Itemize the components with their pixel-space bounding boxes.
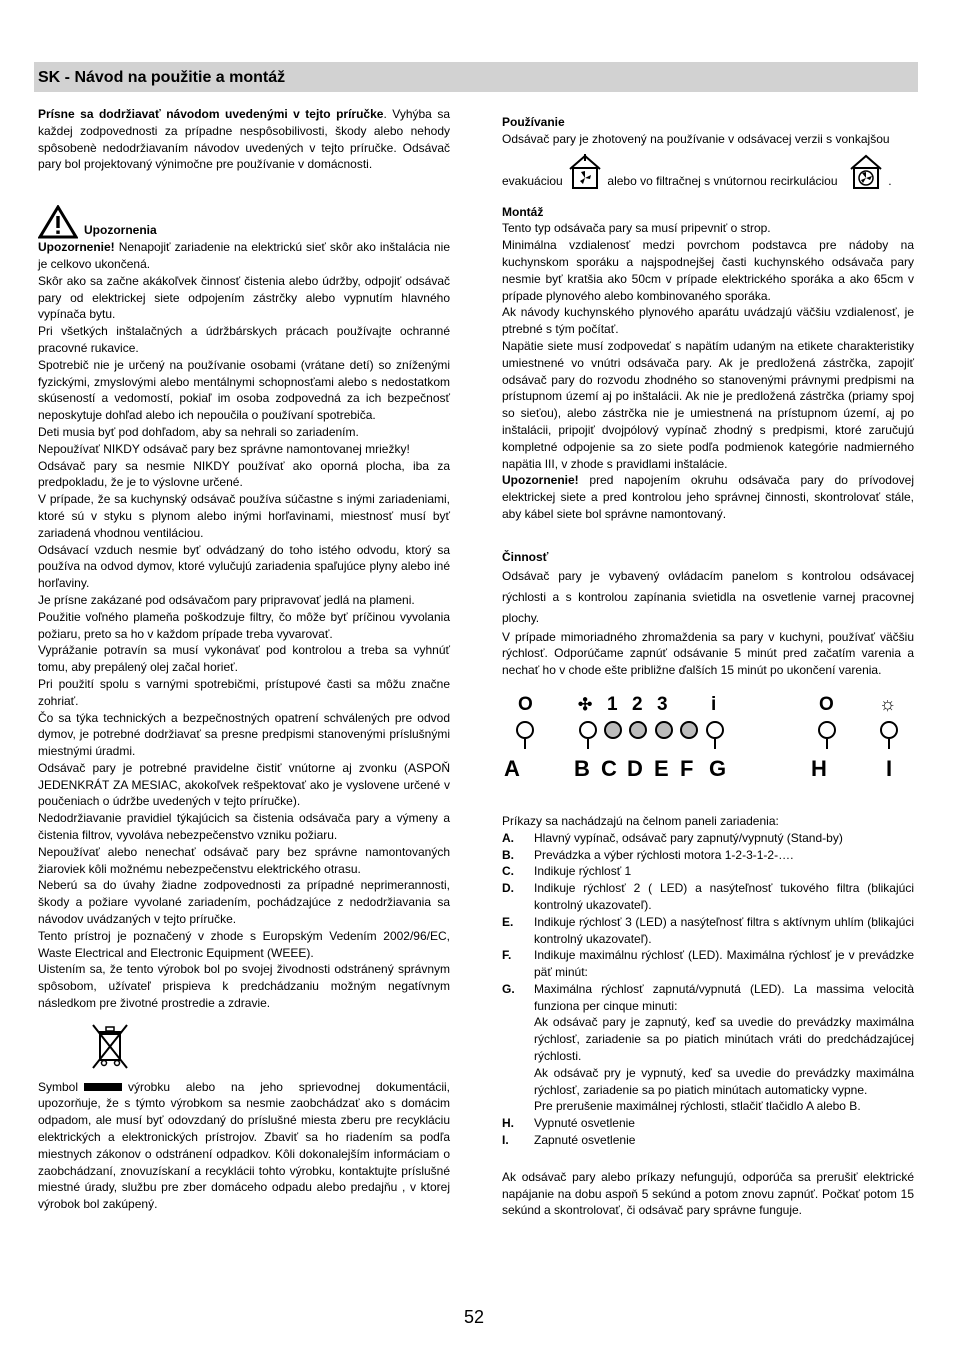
warning-paragraph: Skôr ako sa začne akákoľvek činnosť čistenia alebo údržby, odpojiť odsávač pary od elektrickej siete odpojením zástrčky alebo vypnutím hlavného vypínača bytu. — [38, 273, 450, 322]
warning-paragraph: Odsávač pary je potrebné pravidelne čistiť vnútorne aj zvonku (ASPOŇ JEDENKRÁT ZA MESIAC, akokoľvek rešpektovať ako je vyslovene určené v poučeniach o údržbe uvedených v tejto príručke). — [38, 760, 450, 809]
led-d — [629, 721, 647, 739]
warning-paragraph: Nepoužívať NIKDY odsávač pary bez správne namontovanej mriežky! — [38, 441, 410, 456]
control-panel-diagram — [502, 693, 914, 793]
list-item: E. Indikuje rýchlosť 3 (LED) a nasýteľnosť filtra s aktívnym uhlím (blikajúci kontrolný ukazovateľ). — [502, 914, 914, 946]
power-symbol: O — [518, 693, 533, 715]
light-on-icon: ☼ — [879, 693, 897, 715]
warning-paragraph: Spotrebič nie je určený na používanie osobami (vrátane detí) so zníženými fyzickými, zmyslovými alebo mentálnymi schopnosťami alebo s nedostatkom skúseností a vedomostí, pokiaľ im osoba zodpovedná za ich bezpečnosť neposkytuje dohľad alebo ich nepoučila o používaní spotrebiča. — [38, 357, 450, 423]
page-title: SK - Návod na použitie a montáž — [38, 69, 286, 86]
fan-icon: ✣ — [578, 694, 593, 714]
led-c — [604, 721, 622, 739]
list-item: D. Indikuje rýchlosť 2 ( LED) a nasýteľnosť tukového filtra (blikajúci kontrolný ukazovateľ). — [502, 881, 914, 912]
list-item: I. Zapnuté osvetlenie — [502, 1133, 636, 1148]
list-item-sub: Ak odsávač pary je zapnutý, keď sa uvedie do prevádzky maximálna rýchlosť, zariadenie sa po piatich minútach vráti do predchádzajúcej rýchlosti. — [534, 1015, 914, 1064]
led-f — [680, 721, 698, 739]
crossed-bin-icon — [90, 1022, 130, 1070]
warning-paragraph: Pri všetkých inštalačných a údržbárskych prácach používajte ochranné pracovné rukavice. — [38, 324, 450, 355]
weee-paragraph: Symbol výrobku alebo na jeho sprievodnej dokumentácii, upozorňuje, že s týmto výrobkom sa nesmie zaobchádzať ako s domácim odpadom, ale musí byť odovzdaný do príslušné miesta zberu pre recykláciu elektrických a elektronických prístrojov. Zbaviť sa ho riadením sa podľa miestnych zákonov o odstránení odpadkov. Kôli dokonalejším informáciam o zaobchádzaní, znovuzískaní a recyklácii tohto výrobku, kontaktujte príslušné miestné úrady, službu pre zber domáceho odpadu alebo predajňu , v ktorej výrobok bol zakúpený. — [38, 1079, 450, 1212]
list-item: G. Maximálna rýchlosť zapnutá/vypnutá (LED). La massima velocità funziona per cinque minuti: — [502, 981, 914, 1013]
warning-paragraph: Použitie voľného plameňa poškodzuje filtry, čo môže byť príčinou vyvolania požiaru, preto sa ho v každom prípade treba vyvarovať. — [38, 609, 450, 641]
warnings-heading-row — [38, 205, 450, 239]
warning-paragraph: Nepoužívať alebo nenechať odsávač pary bez správne namontovaných žiaroviek kôli možnému nebezpečenstvu elektrického otrasu. — [38, 844, 450, 876]
section-header — [34, 62, 918, 92]
black-bar-symbol — [84, 1083, 122, 1091]
warning-paragraph: Tento prístroj je poznačený v zhode s Europským Vedením 2002/96/EC, Waste Electrical and Electronic Equipment (WEEE). — [38, 928, 450, 960]
label-c: C — [601, 755, 617, 781]
label-e: E — [654, 755, 669, 781]
label-h: H — [811, 755, 827, 781]
led-e — [655, 721, 673, 739]
exhaust-mode-icon — [566, 152, 604, 190]
mount-warning: Upozornenie! pred napojením okruhu odsávača pary do prívodovej elektrickej siete a pred kontrolou jeho správnej činnosti, skontrolovať stále, aby kábel siete bol správne namontovaný. — [502, 473, 914, 521]
warning-paragraph: Nedodržiavanie pravidiel týkajúcich sa čistenia odsávača pary a výmeny a čistenia filtrov, vyvoláva nebezpečenstvo vzniku požiaru. — [38, 811, 450, 843]
list-item: H. Vypnuté osvetlenie — [502, 1116, 635, 1131]
label-b: B — [574, 755, 590, 781]
right-column — [502, 114, 914, 1219]
mount-heading: Montáž — [502, 204, 544, 219]
controls-list — [502, 830, 914, 1149]
list-item: C. Indikuje rýchlosť 1 — [502, 864, 632, 879]
recirculation-mode-icon — [847, 152, 885, 190]
intro-paragraph: Prísne sa dodržiavať návodom uvedenými v tejto príručke. Vyhýba sa každej zodpovednosti za prípadne nespôsobilivosti, škody alebo nehody spôsobenè nedodržiavaním návodov uvedených v tejto príručke. Odsávač pary bol projektovaný výnimočne pre používanie v domácnosti. — [38, 107, 450, 172]
left-column — [38, 106, 450, 1213]
mount-paragraph: Tento typ odsávača pary sa musí pripevniť o strop. — [502, 221, 771, 236]
activity-paragraph: Odsávač pary je vybavený ovládacím panelom s kontrolou odsávacej rýchlosti a s kontrolou zapínania svietidla na osvetlenie varnej pracovnej plochy. — [502, 568, 914, 625]
warning-paragraph: Čo sa týka technických a bezpečnostných opatrení schválených pre odvod dymov, je potrebné dodržiavať sa presne predpismi stanovenými príslušnými miestnými úradmi. — [38, 710, 450, 759]
mount-paragraph: Napätie siete musí zodpovedať s napätím udaným na etikete charakteristiky umiestnené vo vnútri odsávača pary. Ak je predložená zástrčka, zapojiť odsávač pary do rozvodu zhodného so stanovenými právnymi predpismi na prístupnom území aj po inštalácii. Ak nie je predložená zástrčka (priamy spoj so sieťou), alebo zástrčka nie je umiestnená na prístupnom území, aj po inštalácii, pripojiť dvojpólový vypínač zhodný s predpismi, ktoré zaručujú kompletné odpojenie sa zo siete podľa podmienok kategórie nadmierného napätia III, v zhode s pravidlami inštalácie. — [502, 338, 914, 471]
panel-intro: Príkazy sa nachádzajú na čelnom paneli zariadenia: — [502, 813, 779, 828]
label-a: A — [504, 755, 520, 781]
warning-paragraph: Vyprážanie potravín sa musí vykonávať pod kontrolou a treba sa vyhnúť tomu, aby prepálený olej začal horieť. — [38, 643, 450, 675]
warning-paragraph: Neberú sa do úvahy žiadne zodpovednosti za prípadné neprimerannosti, škody a požiare vyvolané zariadením, pochádzajúce z nedodržiavania sa návodov uvádzaných v tejto príručke. — [38, 878, 450, 927]
label-g: G — [709, 755, 727, 781]
warning-paragraph: Pri použití spolu s varnými spotrebičmi, prístupové časti sa môžu značne zohriať. — [38, 676, 450, 708]
warning-paragraph: Je prísne zakázané pod odsávačom pary pripravovať jedlá na plameni. — [38, 592, 415, 607]
warning-paragraph: V prípade, že sa kuchynský odsávač používa súčastne s inými zariadeniami, ktoré sú v styku s plynom alebo inými horľavinami, miestnosť musí byť zariadená vhodnou ventiláciou. — [38, 492, 450, 540]
warning-paragraph: Deti musia byť pod dohľadom, aby sa nehrali so zariadením. — [38, 424, 359, 439]
button-a[interactable] — [516, 721, 534, 739]
use-text: Odsávač pary je zhotovený na používanie v odsávacej verzii s vonkajšou — [502, 131, 890, 146]
list-item: A. Hlavný vypínač, odsávač pary zapnutý/vypnutý (Stand-by) — [502, 830, 843, 845]
label-i: I — [886, 755, 893, 781]
mount-paragraph: Ak návody kuchynského plynového aparátu uvádzajú väčšiu vzdialenosť, je ptrebné s tým počítať. — [502, 305, 914, 337]
label-d: D — [627, 755, 643, 781]
list-item: B. Prevádzka a výber rýchlosti motora 1-2-3-1-2-…. — [502, 847, 794, 862]
warning-paragraph: Uistením sa, že tento výrobok bol po svojej živodnosti odstránený správnym spôsobom, užívateľ prispieva k predchádzaniu možným negatívnym následkom pre životné prostredie a zdravie. — [38, 962, 450, 1011]
warning-paragraph: Odsávač pary sa nesmie NIKDY používať ako oporná plocha, iba za predpokladu, že je to výslovne určené. — [38, 458, 450, 490]
intensive-symbol: i — [711, 693, 717, 715]
speed-2-symbol: 2 — [632, 693, 643, 715]
warning-paragraph: Odsávací vzduch nesmie byť odvádzaný do toho istého odvodu, ktorý sa používa na odvod dymov, ktoré vylučujú zariadenia spaľujúce plyny alebo iné horľaviny. — [38, 542, 450, 591]
warning-first: Upozornenie! Nenapojiť zariadenie na elektrickú sieť skôr ako inštalácia nie je celkovo ukončená. — [38, 240, 450, 271]
use-heading: Používanie — [502, 115, 565, 129]
button-i[interactable] — [880, 721, 898, 739]
activity-paragraph: V prípade mimoriadného zhromaždenia sa pary v kuchyni, používať väčšiu rýchlosť. Odporúčame zapnúť odsávanie 5 minút pred začatím varenia a nechať ho v chode ešte približne ďalších 15 minút po ukončení varenia. — [502, 629, 914, 678]
speed-3-symbol: 3 — [657, 693, 668, 715]
list-item: F. Indikuje maximálnu rýchlosť (LED). Maximálna rýchlosť je v prevádzke päť minút: — [502, 948, 914, 980]
button-b[interactable] — [579, 721, 597, 739]
closing-paragraph: Ak odsávač pary alebo príkazy nefungujú, odporúča sa prerušiť elektrické napájanie na dobu aspoň 5 sekúnd a potom znovu zapnúť. Počkať potom 15 sekúnd a skontrolovať, či odsávač pary správne funguje. — [502, 1169, 914, 1218]
warnings-heading: Upozornenia — [84, 223, 157, 238]
mount-paragraph: Minimálna vzdialenosť medzi povrchom podstavca pre nádoby na kuchynskom sporáku a najspodnejšej časti kuchynského odsávača pary nesmie byť kratšia ako 50cm v prípade elektrického sporáka a ako 65cm v prípade plynového alebo kombinovaného sporáka. — [502, 238, 914, 303]
speed-1-symbol: 1 — [607, 693, 618, 715]
warning-icon — [38, 205, 78, 239]
list-item-sub: Ak odsávač pry je vypnutý, keď sa uvedie do prevádzky maximálna rýchlosť, zariadenie sa po piatich minútach automaticky vypne. — [534, 1065, 914, 1097]
light-off-symbol: O — [819, 693, 834, 715]
page-number: 52 — [464, 1307, 485, 1327]
use-text-icons: evakuáciou alebo vo filtračnej s vnútornou recirkuláciou . — [502, 152, 914, 190]
activity-heading: Činnosť — [502, 549, 549, 564]
button-g[interactable] — [706, 721, 724, 739]
label-f: F — [680, 755, 694, 781]
list-item-sub: Pre prerušenie maximálnej rýchlosti, stlačiť tlačidlo A alebo B. — [534, 1099, 861, 1114]
button-h[interactable] — [818, 721, 836, 739]
